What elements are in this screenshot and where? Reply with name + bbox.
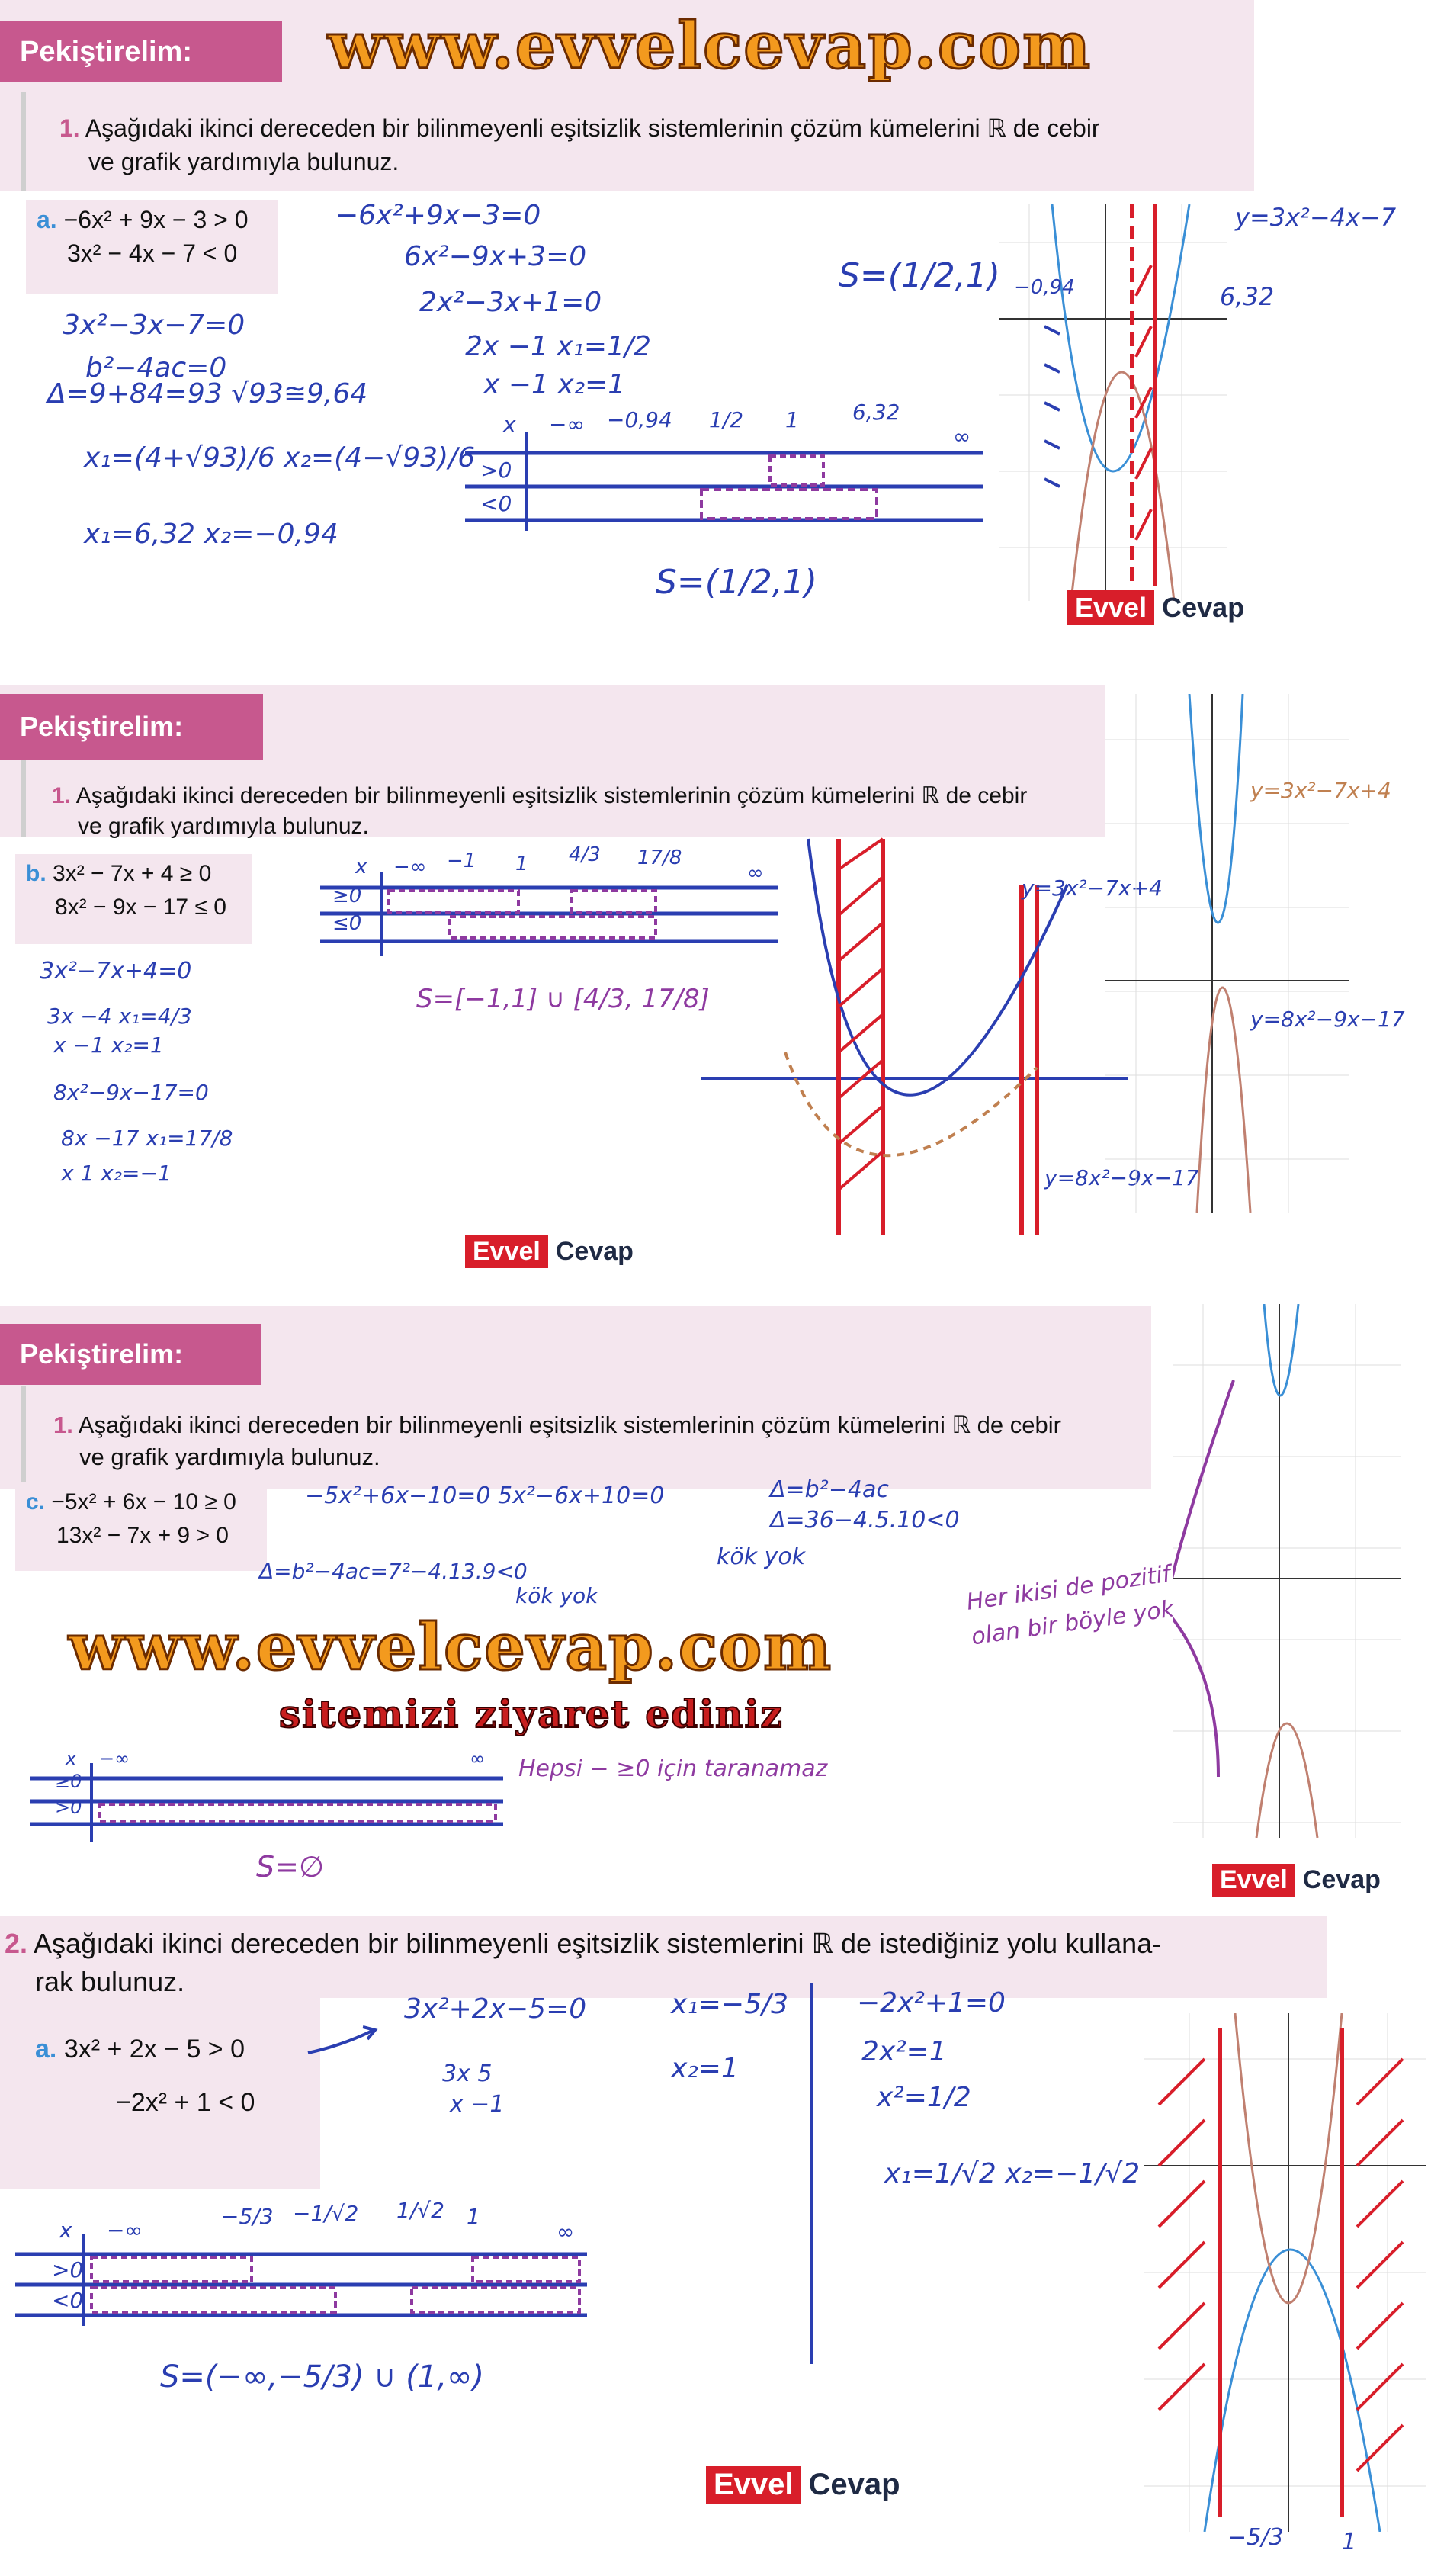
hw-q2-axis1: −5/3 [1227,2524,1284,2551]
table-a-r1: >0 [480,458,512,483]
question-line2: rak bulunuz. [35,1966,185,1997]
question-line2: ve grafik yardımıyla bulunuz. [79,1444,380,1470]
graph-c [1173,1304,1401,1838]
watermark-sub: sitemizi ziyaret ediniz [279,1691,784,1736]
graph-a-right: 6,32 [1220,282,1275,311]
hw-a-l2: 6x²−9x+3=0 [404,241,587,272]
hw-c-arrow-note: Hepsi − ≥0 için taranamaz [518,1755,828,1782]
section-rule [21,92,26,191]
hw-b-g3: y=3x²−7x+4 [1250,778,1391,803]
part-a-ineq1: −6x² + 9x − 3 > 0 [63,206,249,233]
question-line1: Aşağıdaki ikinci dereceden bir bilinmeyenli eşitsizlik sistemlerini ℝ de istediğiniz yolu kullana- [34,1928,1162,1959]
sign-table-c [30,1759,518,1850]
evvelcevap-logo: Evvel Cevap [1067,590,1244,625]
sign-table-a [465,416,999,538]
hw-b-l6: x 1 x₂=−1 [61,1161,172,1186]
section-tag: Pekiştirelim: [0,694,263,760]
hw-q2-l3: x −1 [450,2091,505,2118]
part-c-ineq [15,1482,267,1571]
hw-b-g1: y=3x²−7x+4 [1022,875,1163,901]
table-b-r2: ≤0 [332,912,362,935]
graph-b [1105,694,1349,1213]
part-b-label: b. [26,861,47,886]
hw-q2-r2: x₂=1 [671,2053,739,2084]
q2-ineq2: −2x² + 1 < 0 [116,2088,255,2117]
hw-c-l3: Δ=36−4.5.10<0 [770,1507,960,1534]
hw-a-m4: x₁=(4+√93)/6 x₂=(4−√93)/6 [84,442,476,474]
table-a-x: x [503,412,516,437]
hw-a-m2: b²−4ac=0 [85,352,227,384]
question-line2: ve grafik yardımıyla bulunuz. [88,148,399,175]
hw-q2-axis2: 1 [1342,2529,1357,2555]
hw-a-m5: x₁=6,32 x₂=−0,94 [84,519,338,550]
q2-ineq1: 3x² + 2x − 5 > 0 [63,2035,245,2064]
evvelcevap-logo: Evvel Cevap [706,2466,900,2504]
question-number: 1. [59,114,80,142]
q2-part-a [35,2022,255,2129]
part-c-ineq1: −5x² + 6x − 10 ≥ 0 [51,1489,236,1514]
hw-c-l5: Δ=b²−4ac=7²−4.13.9<0 [259,1559,528,1584]
hw-c-note: Her ikisi de pozitif olan bir böyle yok [964,1560,1176,1651]
table-c-r2: >0 [55,1797,82,1818]
table-c-h1: −∞ [99,1748,130,1769]
table-q2-r1: >0 [52,2257,84,2282]
hw-q2-c4: x₁=1/√2 x₂=−1/√2 [884,2158,1141,2189]
table-q2-h4: 1/√2 [396,2198,444,2223]
hw-c-l2: Δ=b²−4ac [770,1476,889,1503]
table-q2-x: x [59,2218,72,2243]
graph-a [999,204,1227,601]
hw-q2-c1: −2x²+1=0 [857,1987,1006,2019]
q2-part-a-label: a. [35,2035,57,2064]
hw-a-m3: Δ=9+84=93 √93≅9,64 [47,378,368,410]
table-b-h2: −1 [447,850,476,872]
graph-a-label: y=3x²−4x−7 [1235,203,1397,232]
watermark-url: www.evvelcevap.com [69,1609,833,1685]
q2-divider [808,1983,816,2364]
table-a-h2: −0,94 [607,407,672,432]
table-q2-h5: 1 [467,2204,480,2229]
graph-q2 [1144,2013,1426,2532]
hw-a-m1: 3x²−3x−7=0 [63,310,245,341]
graph-a-left: −0,94 [1014,276,1075,299]
table-a-h5: 6,32 [852,400,900,425]
table-b-h1: −∞ [393,856,427,878]
hw-q2-sol: S=(−∞,−5/3) ∪ (1,∞) [160,2359,484,2395]
hw-a-s1: S=(1/2,1) [839,256,1000,295]
hw-c-l6: kök yok [515,1583,598,1608]
hw-b-l4: 8x²−9x−17=0 [53,1080,209,1105]
hw-c-sol: S=∅ [256,1850,325,1884]
table-q2-r2: <0 [52,2288,84,2313]
table-b-x: x [355,856,367,878]
table-q2-h3: −1/√2 [293,2201,359,2226]
sign-table-q2 [15,2227,595,2333]
question-line2: ve grafik yardımıyla bulunuz. [78,814,369,839]
hw-a-l3: 2x²−3x+1=0 [419,287,602,318]
part-c-ineq2: 13x² − 7x + 9 > 0 [56,1523,229,1548]
section-rule [21,1386,26,1489]
watermark-url: www.evvelcevap.com [328,8,1092,83]
hw-q2-l2: 3x 5 [442,2060,493,2087]
question-line1: Aşağıdaki ikinci dereceden bir bilinmeyenli eşitsizlik sistemlerinin çözüm kümelerini ℝ de cebir [75,783,1028,808]
table-a-h3: 1/2 [709,407,744,432]
table-b-h5: 17/8 [637,846,682,869]
hw-q2-c3: x²=1/2 [877,2082,971,2113]
hw-b-l3: x −1 x₂=1 [53,1033,164,1058]
table-a-r2: <0 [480,491,512,516]
hw-a-s2: S=(1/2,1) [656,563,817,602]
table-b-r1: ≥0 [332,885,362,907]
table-q2-h1: −∞ [107,2218,143,2243]
table-q2-h6: ∞ [557,2219,575,2244]
table-a-h4: 1 [785,407,799,432]
table-b-h3: 1 [515,853,528,875]
question-number: 1. [52,783,72,808]
table-b-h6: ∞ [747,862,764,885]
part-a-ineq [26,200,278,294]
hw-b-l1: 3x²−7x+4=0 [40,958,192,984]
hw-a-l4: 2x −1 x₁=1/2 [465,331,652,362]
table-q2-h2: −5/3 [221,2204,274,2229]
hw-b-l5: 8x −17 x₁=17/8 [61,1126,233,1151]
question1-text [53,1409,1061,1473]
part-b-ineq2: 8x² − 9x − 17 ≤ 0 [55,895,226,920]
hw-q2-c2: 2x²=1 [861,2036,947,2067]
question-number: 2. [5,1928,28,1959]
hw-a-l1: −6x²+9x−3=0 [335,200,541,231]
table-c-x: x [66,1748,77,1769]
hw-b-g2: y=8x²−9x−17 [1044,1165,1199,1190]
hw-q2-r1: x₁=−5/3 [671,1989,789,2020]
question-number: 1. [53,1412,73,1438]
hw-b-g4: y=8x²−9x−17 [1250,1007,1405,1032]
table-c-h2: ∞ [470,1748,485,1769]
part-c-label: c. [26,1489,46,1514]
evvelcevap-logo: Evvel Cevap [465,1235,634,1268]
hw-b-sol: S=[−1,1] ∪ [4/3, 17/8] [416,984,710,1014]
table-c-r1: ≥0 [55,1771,82,1792]
question-line1: Aşağıdaki ikinci dereceden bir bilinmeyenli eşitsizlik sistemlerinin çözüm kümelerini ℝ de cebir [85,114,1100,142]
table-a-h1: −∞ [549,412,585,437]
hw-c-l4: kök yok [717,1543,806,1570]
table-a-h6: ∞ [953,424,971,449]
part-a-label: a. [37,206,57,233]
q2-arrow [305,2022,381,2060]
part-b-ineq1: 3x² − 7x + 4 ≥ 0 [53,861,212,886]
section-tag: Pekiştirelim: [0,21,282,82]
hw-q2-l1: 3x²+2x−5=0 [404,1993,587,2025]
section-rule [21,760,26,837]
hw-b-l2: 3x −4 x₁=4/3 [47,1004,192,1029]
part-a-ineq2: 3x² − 4x − 7 < 0 [67,239,238,267]
question-line1: Aşağıdaki ikinci dereceden bir bilinmeyenli eşitsizlik sistemlerinin çözüm kümelerini ℝ de cebir [78,1412,1061,1438]
hw-c-l1: −5x²+6x−10=0 5x²−6x+10=0 [305,1482,665,1509]
part-b-ineq [15,854,252,944]
evvelcevap-logo: Evvel Cevap [1212,1864,1381,1897]
table-b-h4: 4/3 [569,843,601,866]
hw-a-l5: x −1 x₂=1 [483,369,626,400]
section-tag: Pekiştirelim: [0,1324,261,1385]
question1-text [59,111,1100,178]
